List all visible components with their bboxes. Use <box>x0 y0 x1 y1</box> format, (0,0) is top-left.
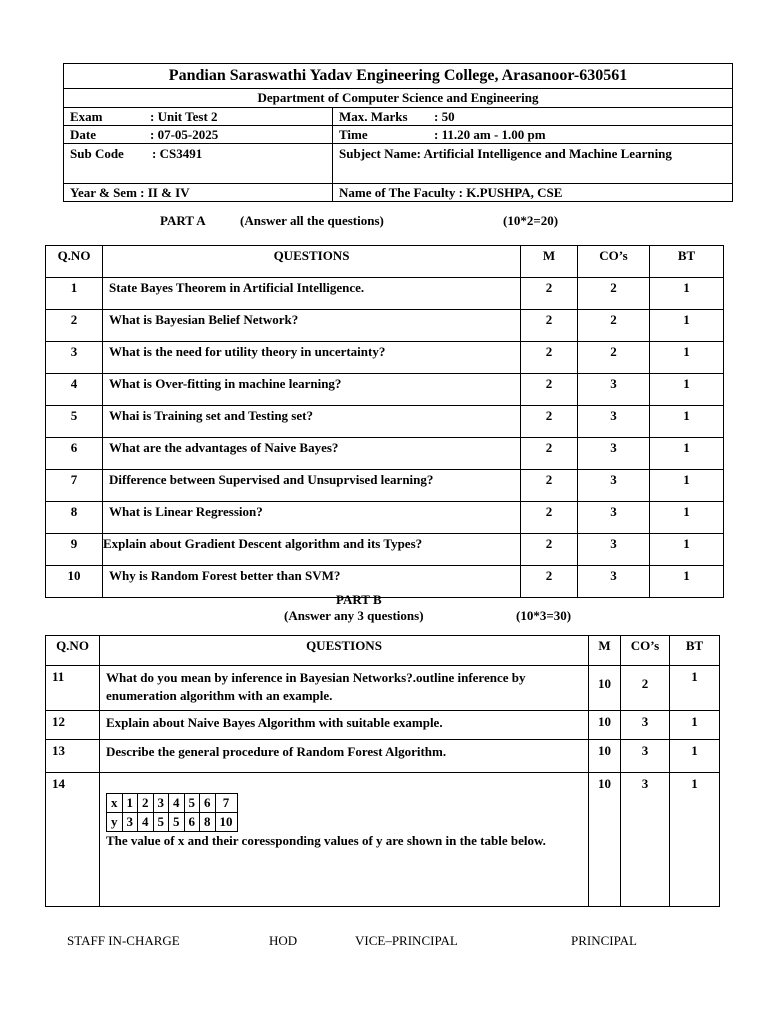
exam-label: Exam <box>70 108 103 124</box>
part-b-marks: (10*3=30) <box>516 608 572 623</box>
staff-in-charge-label: STAFF IN-CHARGE <box>67 933 180 948</box>
column-header-co: CO’s <box>578 246 650 278</box>
qno-cell: 2 <box>46 310 103 342</box>
qno-cell: 6 <box>46 438 103 470</box>
co-cell: 3 <box>578 374 650 406</box>
sub-code-value: : CS3491 <box>152 146 203 161</box>
xy-cell: 7 <box>215 794 237 813</box>
max-marks-value: : 50 <box>434 108 455 124</box>
xy-cell: 4 <box>138 813 154 832</box>
column-header-questions: QUESTIONS <box>103 246 521 278</box>
bt-cell: 1 <box>650 278 724 310</box>
marks-cell: 2 <box>521 534 578 566</box>
marks-cell: 10 <box>589 773 621 907</box>
subject-name: Subject Name: Artificial Intelligence and Machine Learning <box>333 144 733 184</box>
qno-cell: 12 <box>46 711 100 740</box>
date-cell <box>64 126 333 144</box>
xy-cell: 8 <box>200 813 216 832</box>
marks-cell: 2 <box>521 438 578 470</box>
part-b-title: PART B <box>336 592 382 607</box>
part-a-instruction: (Answer all the questions) <box>240 213 384 228</box>
table-row <box>46 773 720 907</box>
table-header-row <box>46 246 724 278</box>
table-row <box>46 342 724 374</box>
column-header-bt: BT <box>670 636 720 666</box>
marks-cell: 2 <box>521 310 578 342</box>
xy-cell: 5 <box>169 813 185 832</box>
faculty-name: Name of The Faculty : K.PUSHPA, CSE <box>333 184 733 202</box>
column-header-marks: M <box>589 636 621 666</box>
qno-cell: 4 <box>46 374 103 406</box>
principal-label: PRINCIPAL <box>571 933 637 948</box>
xy-cell: 6 <box>184 813 200 832</box>
qno-cell: 5 <box>46 406 103 438</box>
question-cell: What is the need for utility theory in uncertainty? <box>103 342 521 374</box>
header-table <box>63 63 733 202</box>
question-cell: State Bayes Theorem in Artificial Intelligence. <box>103 278 521 310</box>
xy-values-table <box>106 793 238 832</box>
question-text: The value of x and their coressponding values of y are shown in the table below. <box>106 833 546 848</box>
co-cell: 3 <box>621 711 670 740</box>
column-header-co: CO’s <box>621 636 670 666</box>
table-row <box>46 438 724 470</box>
qno-cell: 14 <box>46 773 100 907</box>
marks-cell: 10 <box>589 740 621 773</box>
co-cell: 3 <box>578 406 650 438</box>
co-cell: 3 <box>578 470 650 502</box>
time-value: : 11.20 am - 1.00 pm <box>434 126 546 142</box>
date-value: : 07-05-2025 <box>150 126 219 142</box>
time-cell <box>333 126 733 144</box>
qno-cell: 10 <box>46 566 103 598</box>
x-values-row <box>107 794 238 813</box>
vice-principal-label: VICE–PRINCIPAL <box>355 933 458 948</box>
question-cell: Why is Random Forest better than SVM? <box>103 566 521 598</box>
bt-cell: 1 <box>650 310 724 342</box>
bt-cell: 1 <box>670 773 720 907</box>
bt-cell: 1 <box>650 566 724 598</box>
time-label: Time <box>339 126 368 142</box>
co-cell: 3 <box>578 566 650 598</box>
hod-label: HOD <box>269 933 298 948</box>
max-marks-label: Max. Marks <box>339 108 408 124</box>
table-row <box>46 502 724 534</box>
xy-cell: 3 <box>153 794 169 813</box>
xy-cell: x <box>107 794 123 813</box>
question-cell: Difference between Supervised and Unsuprvised learning? <box>103 470 521 502</box>
part-a-title: PART A <box>160 213 206 228</box>
marks-cell: 2 <box>521 278 578 310</box>
table-row <box>46 278 724 310</box>
co-cell: 3 <box>578 534 650 566</box>
marks-cell: 2 <box>521 502 578 534</box>
table-row <box>46 406 724 438</box>
xy-cell: 6 <box>200 794 216 813</box>
bt-cell: 1 <box>650 342 724 374</box>
co-cell: 2 <box>578 342 650 374</box>
xy-cell: 5 <box>184 794 200 813</box>
table-row <box>46 534 724 566</box>
xy-cell: 10 <box>215 813 237 832</box>
co-cell: 3 <box>578 438 650 470</box>
column-header-qno: Q.NO <box>46 636 100 666</box>
bt-cell: 1 <box>650 470 724 502</box>
question-cell: What is Over-fitting in machine learning? <box>103 374 521 406</box>
xy-cell: y <box>107 813 123 832</box>
co-cell: 2 <box>578 278 650 310</box>
xy-cell: 5 <box>153 813 169 832</box>
question-cell: Explain about Gradient Descent algorithm and its Types? <box>103 534 521 566</box>
xy-cell: 4 <box>169 794 185 813</box>
column-header-marks: M <box>521 246 578 278</box>
part-b-instruction: (Answer any 3 questions) <box>284 608 424 623</box>
question-cell: Explain about Naive Bayes Algorithm with suitable example. <box>100 711 589 740</box>
marks-cell: 10 <box>589 666 621 711</box>
table-row <box>46 470 724 502</box>
sub-code-cell <box>64 144 333 184</box>
sub-code-label: Sub Code <box>70 146 124 161</box>
question-cell: Whai is Training set and Testing set? <box>103 406 521 438</box>
qno-cell: 11 <box>46 666 100 711</box>
exam-value: : Unit Test 2 <box>150 108 218 124</box>
question-cell <box>100 773 589 907</box>
bt-cell: 1 <box>650 438 724 470</box>
xy-cell: 2 <box>138 794 154 813</box>
question-cell: What are the advantages of Naive Bayes? <box>103 438 521 470</box>
marks-cell: 10 <box>589 711 621 740</box>
bt-cell: 1 <box>670 711 720 740</box>
marks-cell: 2 <box>521 374 578 406</box>
max-marks-cell <box>333 108 733 126</box>
part-b-table <box>45 635 720 907</box>
table-row <box>46 566 724 598</box>
department-name: Department of Computer Science and Engineering <box>64 89 733 108</box>
xy-cell: 1 <box>122 794 138 813</box>
table-row <box>46 374 724 406</box>
table-row <box>46 310 724 342</box>
bt-cell: 1 <box>650 374 724 406</box>
year-sem: Year & Sem : II & IV <box>64 184 333 202</box>
qno-cell: 3 <box>46 342 103 374</box>
question-cell: Describe the general procedure of Random Forest Algorithm. <box>100 740 589 773</box>
marks-cell: 2 <box>521 406 578 438</box>
qno-cell: 1 <box>46 278 103 310</box>
column-header-bt: BT <box>650 246 724 278</box>
co-cell: 3 <box>621 740 670 773</box>
y-values-row <box>107 813 238 832</box>
bt-cell: 1 <box>670 740 720 773</box>
marks-cell: 2 <box>521 566 578 598</box>
qno-cell: 13 <box>46 740 100 773</box>
xy-cell: 3 <box>122 813 138 832</box>
marks-cell: 2 <box>521 342 578 374</box>
part-a-table <box>45 245 724 598</box>
co-cell: 2 <box>578 310 650 342</box>
table-row <box>46 666 720 711</box>
exam-cell <box>64 108 333 126</box>
question-cell: What is Bayesian Belief Network? <box>103 310 521 342</box>
table-row <box>46 711 720 740</box>
qno-cell: 9 <box>46 534 103 566</box>
bt-cell: 1 <box>650 406 724 438</box>
part-a-marks: (10*2=20) <box>503 213 559 228</box>
column-header-questions: QUESTIONS <box>100 636 589 666</box>
table-row <box>46 740 720 773</box>
marks-cell: 2 <box>521 470 578 502</box>
date-label: Date <box>70 126 96 142</box>
co-cell: 3 <box>621 773 670 907</box>
co-cell: 2 <box>621 666 670 711</box>
qno-cell: 8 <box>46 502 103 534</box>
college-name: Pandian Saraswathi Yadav Engineering College, Arasanoor-630561 <box>64 64 733 89</box>
column-header-qno: Q.NO <box>46 246 103 278</box>
qno-cell: 7 <box>46 470 103 502</box>
table-header-row <box>46 636 720 666</box>
bt-cell: 1 <box>650 534 724 566</box>
question-cell: What do you mean by inference in Bayesian Networks?.outline inference by enumeration algorithm with an example. <box>100 666 589 711</box>
co-cell: 3 <box>578 502 650 534</box>
question-cell: What is Linear Regression? <box>103 502 521 534</box>
bt-cell: 1 <box>670 666 720 711</box>
bt-cell: 1 <box>650 502 724 534</box>
